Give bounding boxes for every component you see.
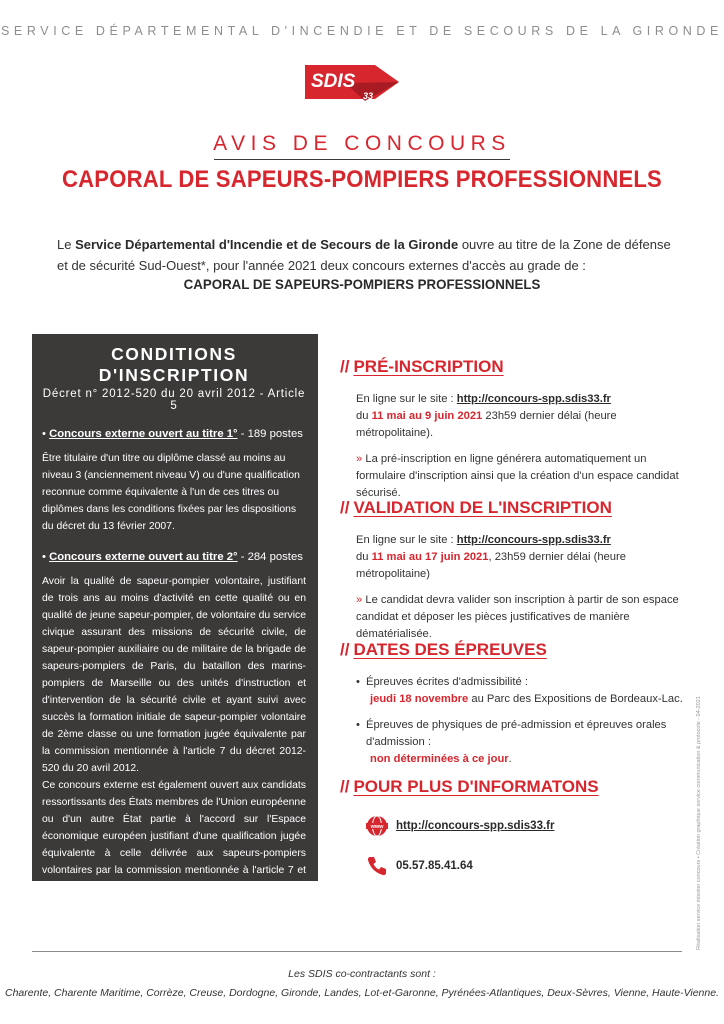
concours-2-heading: • Concours externe ouvert au titre 2° - 284 postes [42, 551, 303, 563]
info-website-row[interactable] [366, 815, 599, 837]
concours-2-text: Avoir la qualité de sapeur-pompier volontaire, justifiant de trois ans au moins d'activité en cette qualité ou en qualité de jeune sapeur-pompier, de volontaire du service civique assurant des missions de sécurité civile, de sapeur-pompier auxiliaire ou de militaire de la brigade de sapeurs-pompiers de Paris, du bataillon des marins-pompiers de Marseille ou des unités d'instruction et d'intervention de la sécurité civile et ayant suivi avec succès la formation initiale de sapeur-pompier volontaire de 2ème classe ou une formation jugée équivalente par la commission mentionnée à l'article 7 du décret 2012-520 du 20 avril 2012. [42, 576, 306, 774]
avis-de-concours: AVIS DE CONCOURS [213, 132, 511, 155]
preinscription-online: En ligne sur le site : http://concours-spp.sdis33.fr du 11 mai au 9 juin 2021 23h59 dernier délai (heure métropolitaine). [356, 393, 617, 439]
logo-text: SDIS [311, 71, 356, 92]
logo-number: 33 [363, 91, 374, 101]
validation-link[interactable]: http://concours-spp.sdis33.fr [456, 534, 611, 546]
conditions-box [32, 334, 318, 893]
validation-online: En ligne sur le site : http://concours-spp.sdis33.fr du 11 mai au 17 juin 2021, 23h59 dernier délai (heure métropolitaine) [356, 534, 626, 580]
dates-title: // DATES DES ÉPREUVES [340, 640, 547, 659]
sdis33-logo [305, 63, 401, 103]
info-section [340, 777, 599, 877]
info-phone: 05.57.85.41.64 [396, 860, 473, 872]
www-globe-icon [366, 815, 388, 837]
concours-2-text-eu: Ce concours externe est également ouvert aux candidats ressortissants des États membres de l'Union européenne ou d'un autre État partie à l'accord sur l'Espace économique européen justifiant d'une qualification jugée équivalente à celle délivrée aux sapeurs-pompiers volontaires par la commission mentionnée à l'article 7 et de trois ans d'activité. [42, 780, 306, 893]
preinscription-link[interactable]: http://concours-spp.sdis33.fr [456, 393, 611, 405]
page-title: CAPORAL DE SAPEURS-POMPIERS PROFESSIONNELS [62, 166, 662, 193]
org-name: Service Départemental d'Incendie et de Secours de la Gironde [75, 237, 459, 252]
footer-sdis-list: Charente, Charente Maritime, Corrèze, Creuse, Dordogne, Gironde, Landes, Lot-et-Garonne, Pyrénées-Atlantiques, Deux-Sèvres, Vienne, Haute-Vienne. [5, 987, 719, 999]
validation-section [340, 498, 696, 643]
intro-subtitle: CAPORAL DE SAPEURS-POMPIERS PROFESSIONNELS [183, 276, 541, 292]
svg-text:www: www [370, 824, 384, 831]
conditions-title: CONDITIONS D'INSCRIPTION [98, 344, 250, 385]
preinscription-dates: 11 mai au 9 juin 2021 [371, 410, 483, 422]
footer-divider [32, 951, 682, 952]
dates-written-exams: • Épreuves écrites d'admissibilité : jeudi 18 novembre au Parc des Expositions de Bordeaux-Lac. [356, 674, 696, 708]
preinscription-title: // PRÉ-INSCRIPTION [340, 357, 504, 376]
intro-paragraph: Le Service Départemental d'Incendie et de Secours de la Gironde ouvre au titre de la Zone de défense et de sécurité Sud-Ouest*, pour l'année 2021 deux concours externes d'accès au grade de : [57, 237, 671, 273]
info-phone-row [366, 855, 599, 877]
validation-title: // VALIDATION DE L'INSCRIPTION [340, 498, 612, 517]
title-divider [214, 159, 510, 160]
preinscription-note: » La pré-inscription en ligne générera automatiquement un formulaire d'inscription ainsi que la création d'un espace candidat sécurisé. [356, 453, 679, 499]
conditions-decree: Décret n° 2012-520 du 20 avril 2012 - Article 5 [42, 388, 306, 412]
phone-icon [366, 855, 388, 877]
preinscription-section [340, 357, 696, 502]
dates-physical-exams: • Épreuves de physiques de pré-admission et épreuves orales d'admission : non déterminées à ce jour. [356, 717, 696, 768]
concours-1-text: Être titulaire d'un titre ou diplôme classé au moins au niveau 3 (anciennement niveau V) ou d'une qualification reconnue comme équivalente à l'un de ces titres ou diplômes dans les conditions fixées par les dispositions du décret du 13 février 2007. [42, 453, 300, 532]
validation-note: » Le candidat devra valider son inscription à partir de son espace candidat et déposer les pièces justificatives de manière dématérialisée. [356, 594, 679, 640]
service-name-header: SERVICE DÉPARTEMENTAL D'INCENDIE ET DE SECOURS DE LA GIRONDE [0, 24, 723, 38]
validation-dates: 11 mai au 17 juin 2021 [371, 551, 489, 563]
side-credit-note: Réalisation service mission concours • Création graphique service communication & protocole - 04-2021 [696, 696, 702, 950]
concours-1-heading: • Concours externe ouvert au titre 1° - 189 postes [42, 428, 303, 440]
footer-intro: Les SDIS co-contractants sont : [288, 968, 436, 980]
info-title: // POUR PLUS D'INFORMATONS [340, 777, 599, 796]
dates-section [340, 640, 696, 768]
info-website-link[interactable]: http://concours-spp.sdis33.fr [396, 820, 555, 832]
